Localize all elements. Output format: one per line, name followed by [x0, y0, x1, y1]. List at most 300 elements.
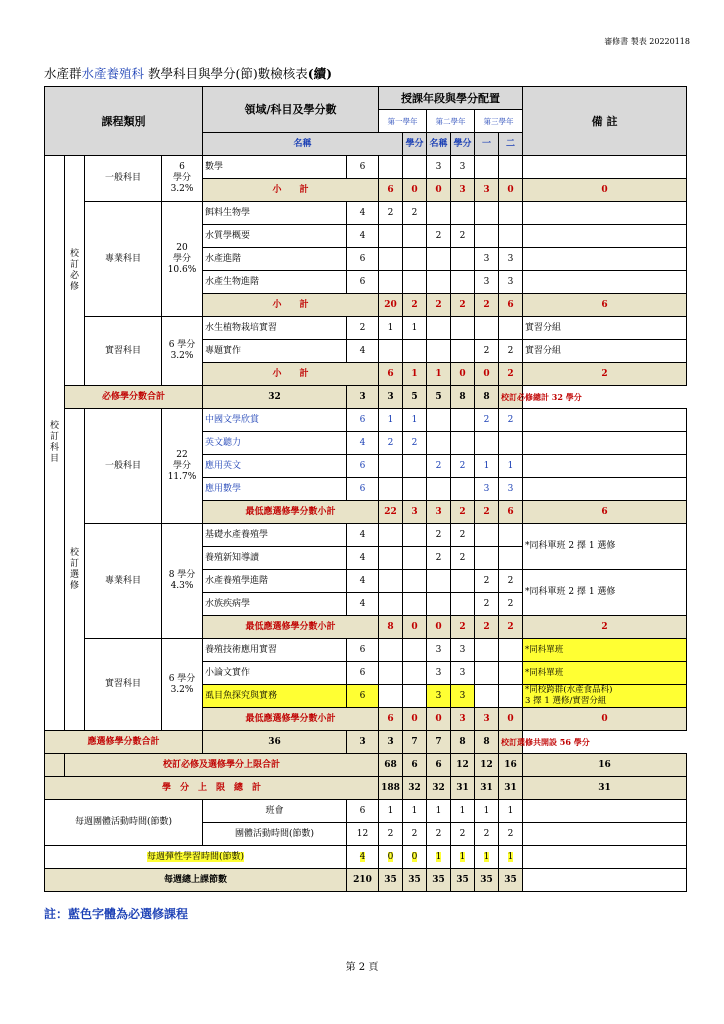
table-row: [45, 846, 687, 869]
elective-label: 校 訂 選 修: [65, 409, 85, 731]
table-row: [45, 317, 687, 340]
remark-cell: *同科單班 2 擇 1 選修: [523, 524, 687, 570]
value-cell: 2: [403, 294, 427, 317]
value-cell: 3: [347, 386, 379, 409]
required-total-label: 必修學分數合計: [65, 386, 203, 409]
value-cell: [499, 156, 523, 179]
subject-credit: 6: [347, 685, 379, 708]
subject-name: 專題實作: [203, 340, 347, 363]
value-cell: [451, 432, 475, 455]
value-cell: 12: [451, 754, 475, 777]
header-name: 名稱: [203, 133, 403, 156]
value-cell: 3: [451, 156, 475, 179]
subject-name: 虱目魚探究與實務: [203, 685, 347, 708]
value-cell: 2: [499, 593, 523, 616]
value-cell: [475, 685, 499, 708]
header-credit: 學分: [403, 133, 427, 156]
value-cell: 1: [379, 409, 403, 432]
value-cell: [403, 156, 427, 179]
remark-cell: [523, 156, 687, 179]
value-cell: [499, 662, 523, 685]
value-cell: 0: [427, 179, 451, 202]
value-cell: 2: [451, 823, 475, 846]
value-cell: 2: [499, 363, 523, 386]
category-professional: 專業科目: [85, 524, 162, 639]
value-cell: 32: [403, 777, 427, 800]
value-cell: [403, 524, 427, 547]
value-cell: [379, 340, 403, 363]
value-cell: [403, 685, 427, 708]
subtotal-label: 小 計: [203, 179, 379, 202]
min-subtotal-label: 最低應選修學分數小計: [203, 708, 379, 731]
value-cell: 0: [427, 616, 451, 639]
header-subj-credit: 學分: [451, 133, 475, 156]
value-cell: 6: [379, 708, 403, 731]
value-cell: [427, 271, 451, 294]
subject-credit: 6: [347, 409, 379, 432]
table-row: [45, 869, 687, 892]
value-cell: 0: [403, 708, 427, 731]
subject-credit: 4: [347, 593, 379, 616]
value-cell: [451, 478, 475, 501]
subject-credit: 2: [347, 317, 379, 340]
credit-pct: 6 學分 3.2%: [162, 156, 203, 202]
subject-name: 餌料生物學: [203, 202, 347, 225]
page-title: 水產群水產養殖科 教學科目與學分(節)數檢核表(續): [44, 66, 333, 81]
subject-credit: 4: [347, 225, 379, 248]
table-row: [45, 731, 687, 754]
value-cell: 6: [427, 754, 451, 777]
value-cell: 1: [379, 317, 403, 340]
value-cell: 3: [499, 478, 523, 501]
category-professional: 專業科目: [85, 202, 162, 317]
value-cell: 188: [379, 777, 403, 800]
value-cell: 2: [379, 202, 403, 225]
value-cell: 2: [523, 363, 687, 386]
subject-name: 基礎水產養殖學: [203, 524, 347, 547]
remark-cell: [523, 846, 687, 869]
value-cell: [403, 547, 427, 570]
value-cell: 2: [427, 455, 451, 478]
subtotal-label: 小 計: [203, 363, 379, 386]
value-cell: 6: [499, 294, 523, 317]
value-cell: 3: [379, 731, 403, 754]
value-cell: [427, 202, 451, 225]
credit-pct: 6 學分 3.2%: [162, 317, 203, 386]
required-label: 校 訂 必 修: [65, 156, 85, 386]
value-cell: 1: [475, 846, 499, 869]
subject-name: 養殖新知導讀: [203, 547, 347, 570]
value-cell: 68: [379, 754, 403, 777]
value-cell: [499, 685, 523, 708]
value-cell: [403, 639, 427, 662]
value-cell: 3: [475, 271, 499, 294]
value-cell: 2: [427, 547, 451, 570]
remark-cell: *同科單班: [523, 639, 687, 662]
subject-credit: 6: [347, 156, 379, 179]
value-cell: 3: [427, 156, 451, 179]
subject-name: 水產生物進階: [203, 271, 347, 294]
value-cell: 2: [427, 823, 451, 846]
value-cell: 2: [475, 409, 499, 432]
header-grade: 第二學年: [427, 110, 475, 133]
value-cell: 3: [451, 685, 475, 708]
value-cell: 2: [499, 823, 523, 846]
value-cell: [451, 202, 475, 225]
req-elec-total-label: 校訂必修及選修學分上限合計: [65, 754, 379, 777]
value-cell: 8: [451, 386, 475, 409]
value-cell: 2: [451, 225, 475, 248]
subject-credit: 4: [347, 570, 379, 593]
value-cell: 5: [427, 386, 451, 409]
value-cell: [379, 248, 403, 271]
table-row: [45, 156, 687, 179]
subject-credit: 4: [347, 340, 379, 363]
value-cell: 2: [427, 524, 451, 547]
category-general: 一般科目: [85, 156, 162, 202]
remark-cell: [523, 225, 687, 248]
subject-name: 英文聽力: [203, 432, 347, 455]
value-cell: 20: [379, 294, 403, 317]
value-cell: 7: [427, 731, 451, 754]
value-cell: [475, 432, 499, 455]
value-cell: [475, 547, 499, 570]
value-cell: [451, 317, 475, 340]
value-cell: [403, 662, 427, 685]
class-meeting-label: 班會: [203, 800, 347, 823]
value-cell: 0: [379, 846, 403, 869]
table-row: [45, 777, 687, 800]
value-cell: 35: [403, 869, 427, 892]
value-cell: 2: [379, 432, 403, 455]
value-cell: 3: [427, 662, 451, 685]
value-cell: 2: [451, 455, 475, 478]
value-cell: [379, 156, 403, 179]
subject-name: 水族疾病學: [203, 593, 347, 616]
value-cell: 2: [475, 501, 499, 524]
value-cell: 31: [499, 777, 523, 800]
value-cell: [499, 202, 523, 225]
remark-cell: 實習分組: [523, 340, 687, 363]
value-cell: 0: [499, 179, 523, 202]
value-cell: [475, 524, 499, 547]
subject-name: 養殖技術應用實習: [203, 639, 347, 662]
value-cell: 2: [379, 823, 403, 846]
value-cell: [379, 685, 403, 708]
header-grade: 第三學年: [475, 110, 523, 133]
value-cell: [427, 248, 451, 271]
subject-credit: 6: [347, 478, 379, 501]
value-cell: 2: [499, 409, 523, 432]
remark-cell: [523, 823, 687, 846]
group-activity-label: 團體活動時間(節數): [203, 823, 347, 846]
value-cell: 2: [403, 823, 427, 846]
subject-credit: 6: [347, 639, 379, 662]
value-cell: [499, 547, 523, 570]
remark-cell: 校訂必修總計 32 學分: [499, 386, 523, 409]
value-cell: [379, 547, 403, 570]
value-cell: [475, 639, 499, 662]
remark-cell: [523, 478, 687, 501]
value-cell: [403, 593, 427, 616]
value-cell: 2: [475, 340, 499, 363]
subject-name: 小論文實作: [203, 662, 347, 685]
value-cell: 2: [499, 340, 523, 363]
value-cell: 2: [475, 570, 499, 593]
value-cell: [403, 570, 427, 593]
value-cell: 2: [475, 593, 499, 616]
value-cell: 3: [427, 639, 451, 662]
value-cell: 3: [475, 248, 499, 271]
value-cell: 3: [427, 685, 451, 708]
header-grade: 第一學年: [379, 110, 427, 133]
value-cell: [379, 593, 403, 616]
value-cell: [403, 478, 427, 501]
value-cell: 2: [451, 524, 475, 547]
credit-pct: 20 學分 10.6%: [162, 202, 203, 317]
value-cell: 12: [347, 823, 379, 846]
curriculum-table: [44, 86, 687, 892]
value-cell: 8: [379, 616, 403, 639]
value-cell: 0: [403, 846, 427, 869]
value-cell: 1: [499, 455, 523, 478]
remark-cell: *同科單班: [523, 662, 687, 685]
credit-pct: 8 學分 4.3%: [162, 524, 203, 639]
value-cell: [379, 662, 403, 685]
subject-credit: 6: [347, 455, 379, 478]
table-row: [45, 386, 687, 409]
remark-cell: [523, 869, 687, 892]
value-cell: 2: [451, 616, 475, 639]
value-cell: 0: [403, 179, 427, 202]
subtotal-label: 小 計: [203, 294, 379, 317]
subject-credit: 4: [347, 202, 379, 225]
value-cell: [499, 639, 523, 662]
remark-cell: [523, 432, 687, 455]
remark-cell: *同科單班 2 擇 1 選修: [523, 570, 687, 616]
value-cell: 6: [523, 294, 687, 317]
credit-cap-label: 學 分 上 限 總 計: [45, 777, 379, 800]
subject-name: 中國文學欣賞: [203, 409, 347, 432]
value-cell: [379, 639, 403, 662]
value-cell: [427, 409, 451, 432]
value-cell: [403, 271, 427, 294]
value-cell: 1: [451, 800, 475, 823]
value-cell: 6: [499, 501, 523, 524]
value-cell: 6: [347, 800, 379, 823]
value-cell: 8: [475, 731, 499, 754]
value-cell: [403, 455, 427, 478]
value-cell: 6: [379, 363, 403, 386]
value-cell: 1: [499, 800, 523, 823]
header-domain: 領域/科目及學分數: [203, 87, 379, 133]
header-subj-name: 名稱: [427, 133, 451, 156]
remark-cell: [523, 271, 687, 294]
credit-pct: 22 學分 11.7%: [162, 409, 203, 524]
header-category: 課程類別: [45, 87, 203, 156]
category-practice: 實習科目: [85, 639, 162, 731]
value-cell: [427, 340, 451, 363]
value-cell: 210: [347, 869, 379, 892]
subject-credit: 6: [347, 271, 379, 294]
value-cell: 2: [475, 294, 499, 317]
value-cell: [379, 524, 403, 547]
value-cell: [427, 432, 451, 455]
value-cell: 2: [451, 501, 475, 524]
value-cell: 8: [451, 731, 475, 754]
value-cell: 1: [427, 363, 451, 386]
value-cell: 6: [403, 754, 427, 777]
value-cell: [475, 202, 499, 225]
value-cell: 1: [475, 455, 499, 478]
header-sem: 二: [499, 133, 523, 156]
value-cell: [451, 248, 475, 271]
value-cell: [499, 317, 523, 340]
value-cell: 2: [475, 823, 499, 846]
table-row: [45, 87, 687, 110]
page-number: 第 2 頁: [345, 962, 379, 973]
value-cell: 2: [403, 202, 427, 225]
category-general: 一般科目: [85, 409, 162, 524]
subject-credit: 6: [347, 662, 379, 685]
remark-cell: [523, 455, 687, 478]
subject-credit: 4: [347, 524, 379, 547]
value-cell: 16: [499, 754, 523, 777]
value-cell: 1: [403, 800, 427, 823]
weekly-group-label: 每週團體活動時間(節數): [45, 800, 203, 846]
value-cell: 0: [523, 708, 687, 731]
flex-label: 每週彈性學習時間(節數): [45, 846, 347, 869]
value-cell: 12: [475, 754, 499, 777]
remark-cell: *同校跨群(水產食品科) 3 擇 1 選修/實習分組: [523, 685, 687, 708]
value-cell: 1: [379, 800, 403, 823]
subject-name: 水產進階: [203, 248, 347, 271]
table-row: [45, 800, 687, 823]
subject-name: 水產養殖學進階: [203, 570, 347, 593]
value-cell: 0: [427, 708, 451, 731]
value-cell: 3: [427, 501, 451, 524]
value-cell: [379, 478, 403, 501]
value-cell: 1: [499, 846, 523, 869]
header-remarks: 備 註: [523, 87, 687, 156]
subject-name: 水生植物栽培實習: [203, 317, 347, 340]
value-cell: 3: [499, 271, 523, 294]
value-cell: 3: [451, 639, 475, 662]
min-subtotal-label: 最低應選修學分數小計: [203, 501, 379, 524]
value-cell: 3: [475, 478, 499, 501]
header-allocation: 授課年段與學分配置: [379, 87, 523, 110]
value-cell: [403, 248, 427, 271]
value-cell: [379, 271, 403, 294]
elective-total-label: 應選修學分數合計: [45, 731, 203, 754]
table-row: [45, 639, 687, 662]
value-cell: 35: [451, 869, 475, 892]
remark-cell: [523, 800, 687, 823]
table-row: [45, 409, 687, 432]
value-cell: [403, 340, 427, 363]
value-cell: 3: [475, 179, 499, 202]
value-cell: 1: [403, 317, 427, 340]
value-cell: 2: [427, 294, 451, 317]
value-cell: 4: [347, 846, 379, 869]
value-cell: 3: [379, 386, 403, 409]
value-cell: 32: [203, 386, 347, 409]
table-row: [45, 754, 687, 777]
value-cell: 3: [403, 501, 427, 524]
subject-name: 數學: [203, 156, 347, 179]
remark-cell: [523, 248, 687, 271]
value-cell: [451, 340, 475, 363]
value-cell: 31: [475, 777, 499, 800]
value-cell: 3: [451, 179, 475, 202]
value-cell: 2: [499, 570, 523, 593]
value-cell: 0: [523, 179, 687, 202]
value-cell: 1: [403, 409, 427, 432]
value-cell: 1: [403, 363, 427, 386]
value-cell: 6: [379, 179, 403, 202]
value-cell: 1: [451, 846, 475, 869]
footnote: 註：藍色字體為必選修課程: [44, 907, 189, 921]
value-cell: 1: [427, 800, 451, 823]
subject-name: 應用英文: [203, 455, 347, 478]
value-cell: [427, 570, 451, 593]
value-cell: 2: [523, 616, 687, 639]
table-row: [45, 524, 687, 547]
value-cell: [427, 593, 451, 616]
value-cell: [475, 225, 499, 248]
value-cell: 7: [403, 731, 427, 754]
value-cell: [451, 409, 475, 432]
subject-credit: 4: [347, 547, 379, 570]
remark-cell: 實習分組: [523, 317, 687, 340]
value-cell: 1: [475, 800, 499, 823]
value-cell: 35: [379, 869, 403, 892]
value-cell: [427, 478, 451, 501]
value-cell: 2: [403, 432, 427, 455]
min-subtotal-label: 最低應選修學分數小計: [203, 616, 379, 639]
category-practice: 實習科目: [85, 317, 162, 386]
value-cell: 2: [427, 225, 451, 248]
value-cell: [379, 570, 403, 593]
value-cell: 36: [203, 731, 347, 754]
value-cell: [475, 662, 499, 685]
credit-pct: 6 學分 3.2%: [162, 639, 203, 731]
value-cell: 2: [499, 616, 523, 639]
value-cell: 3: [475, 708, 499, 731]
value-cell: [403, 225, 427, 248]
value-cell: 22: [379, 501, 403, 524]
value-cell: 2: [451, 294, 475, 317]
value-cell: 35: [499, 869, 523, 892]
value-cell: 31: [523, 777, 687, 800]
value-cell: 35: [427, 869, 451, 892]
value-cell: 3: [499, 248, 523, 271]
subject-name: 應用數學: [203, 478, 347, 501]
value-cell: 0: [451, 363, 475, 386]
subject-credit: 4: [347, 432, 379, 455]
value-cell: 2: [451, 547, 475, 570]
value-cell: [499, 225, 523, 248]
value-cell: [451, 570, 475, 593]
value-cell: [427, 317, 451, 340]
value-cell: 2: [475, 616, 499, 639]
value-cell: 32: [427, 777, 451, 800]
value-cell: 16: [523, 754, 687, 777]
weekly-total-label: 每週總上課節數: [45, 869, 347, 892]
value-cell: 6: [523, 501, 687, 524]
value-cell: 3: [451, 708, 475, 731]
value-cell: [499, 432, 523, 455]
